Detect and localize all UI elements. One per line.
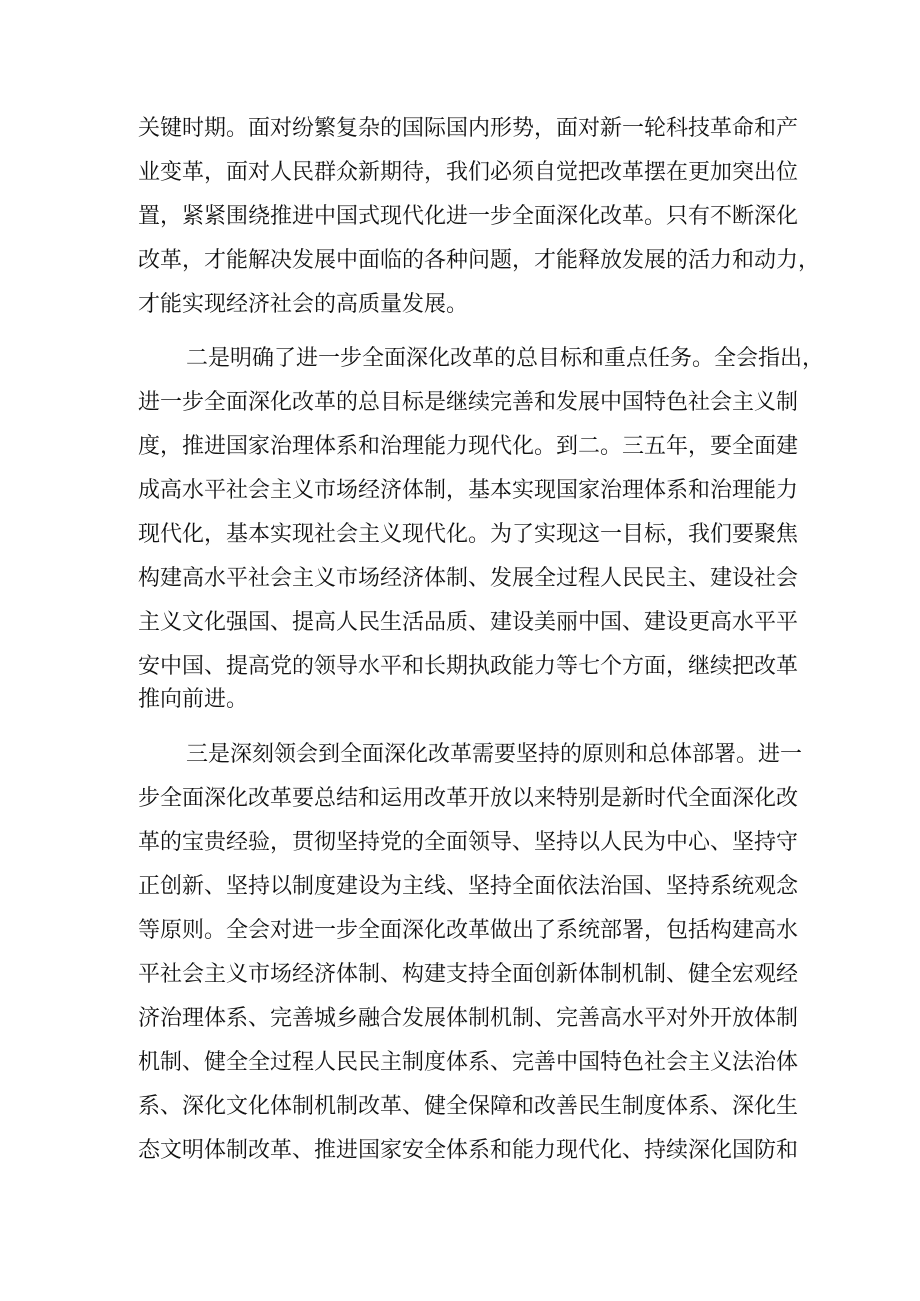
- paragraph-3-line-7: 济治理体系、完善城乡融合发展体制机制、完善高水平对外开放体制: [138, 1006, 799, 1031]
- paragraph-3-line-9: 系、深化文化体制机制改革、健全保障和改善民生制度体系、深化生: [138, 1094, 799, 1119]
- paragraph-1-line-2: 业变革，面对人民群众新期待，我们必须自觉把改革摆在更加突出位: [138, 160, 799, 185]
- paragraph-2-line-1: 二是明确了进一步全面深化改革的总目标和重点任务。全会指出，: [186, 346, 825, 371]
- paragraph-3-line-5: 等原则。全会对进一步全面深化改革做出了系统部署，包括构建高水: [138, 918, 799, 943]
- paragraph-2-line-9: 推向前进。: [138, 687, 249, 712]
- paragraph-1-line-3: 置，紧紧围绕推进中国式现代化进一步全面深化改革。只有不断深化: [138, 204, 799, 229]
- paragraph-3-line-2: 步全面深化改革要总结和运用改革开放以来特别是新时代全面深化改: [138, 786, 799, 811]
- paragraph-1-line-1: 关键时期。面对纷繁复杂的国际国内形势，面对新一轮科技革命和产: [138, 116, 799, 141]
- paragraph-3-line-10: 态文明体制改革、推进国家安全体系和能力现代化、持续深化国防和: [138, 1138, 799, 1163]
- paragraph-2-line-2: 进一步全面深化改革的总目标是继续完善和发展中国特色社会主义制: [138, 390, 799, 415]
- paragraph-3-line-6: 平社会主义市场经济体制、构建支持全面创新体制机制、健全宏观经: [138, 962, 799, 987]
- paragraph-1-line-5: 才能实现经济社会的高质量发展。: [138, 292, 469, 317]
- paragraph-2-line-7: 主义文化强国、提高人民生活品质、建设美丽中国、建设更高水平平: [138, 610, 799, 635]
- paragraph-3-line-4: 正创新、坚持以制度建设为主线、坚持全面依法治国、坚持系统观念: [138, 874, 799, 899]
- paragraph-2-line-6: 构建高水平社会主义市场经济体制、发展全过程人民民主、建设社会: [138, 566, 799, 591]
- paragraph-2-line-3: 度，推进国家治理体系和治理能力现代化。到二。三五年，要全面建: [138, 434, 799, 459]
- paragraph-3-line-8: 机制、健全全过程人民民主制度体系、完善中国特色社会主义法治体: [138, 1050, 799, 1075]
- paragraph-3-line-1: 三是深刻领会到全面深化改革需要坚持的原则和总体部署。进一: [186, 742, 803, 767]
- paragraph-3-line-3: 革的宝贵经验，贯彻坚持党的全面领导、坚持以人民为中心、坚持守: [138, 830, 799, 855]
- paragraph-2-line-8: 安中国、提高党的领导水平和长期执政能力等七个方面，继续把改革: [138, 654, 799, 679]
- paragraph-2-line-4: 成高水平社会主义市场经济体制，基本实现国家治理体系和治理能力: [138, 478, 799, 503]
- paragraph-1-line-4: 改革，才能解决发展中面临的各种问题，才能释放发展的活力和动力，: [138, 248, 821, 273]
- paragraph-2-line-5: 现代化，基本实现社会主义现代化。为了实现这一目标，我们要聚焦: [138, 522, 799, 547]
